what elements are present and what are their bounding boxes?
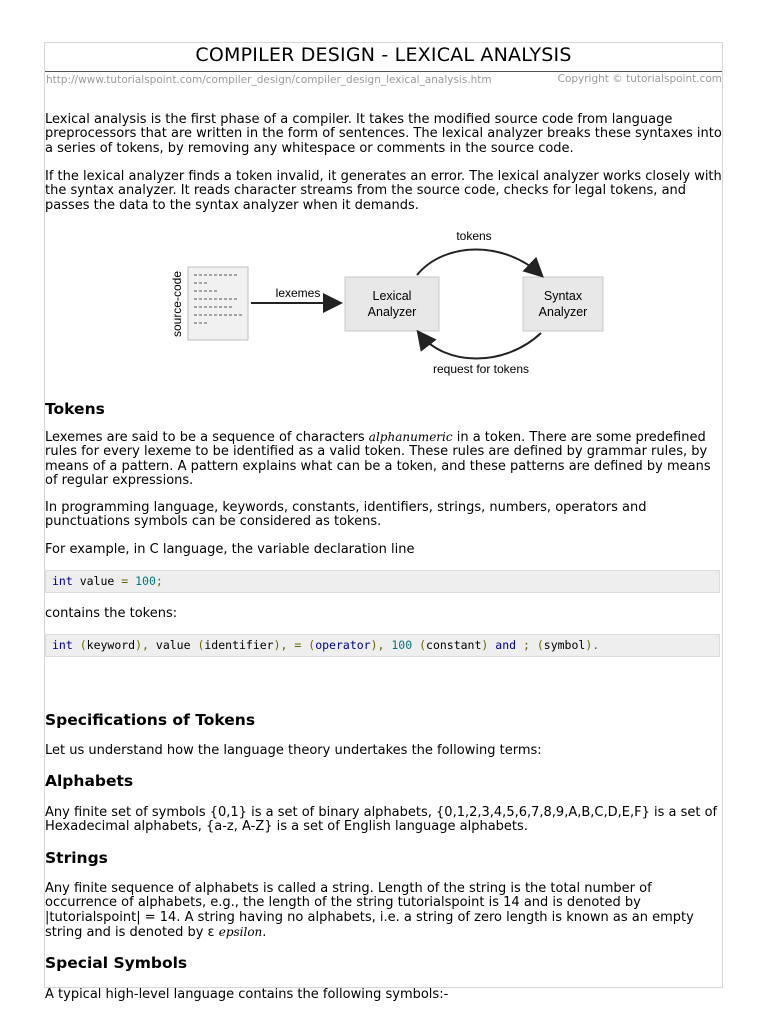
code-block-tokens <box>45 634 720 657</box>
intro-paragraph-2: If the lexical analyzer finds a token invalid, it generates an error. The lexical analyzer works closely with the syntax analyzer. It reads character streams from the source code, checks for legal tokens, and passes the data to the syntax analyzer when it demands. <box>45 169 722 213</box>
request-arrow <box>419 333 541 359</box>
url-bar <box>45 71 722 90</box>
paren: ). <box>585 638 600 652</box>
token-label-keyword: keyword <box>86 638 136 652</box>
token-100: 100 <box>391 638 413 652</box>
epsilon-term: epsilon <box>218 924 263 939</box>
tokens-heading: Tokens <box>45 400 105 418</box>
token-label-operator: operator <box>315 638 371 652</box>
alphanumeric-term: alphanumeric <box>368 430 453 444</box>
lexical-analyzer-box <box>345 277 439 331</box>
code-number: 100 <box>135 574 156 588</box>
syntax-analyzer-label-1: Syntax <box>543 289 583 303</box>
paren: ( <box>301 638 316 652</box>
paren: ( <box>72 638 87 652</box>
source-code-box <box>188 267 248 340</box>
tokens-p1-text-rest: in a token. There are some predefined rules for every lexeme to be identified as a valid token. These rules are defined by grammar rules, by means of a pattern. A pattern explains what can be a token, and these patterns are defined by means of regular expressions. <box>45 430 711 488</box>
lexical-analyzer-label-2: Analyzer <box>367 305 417 319</box>
token-equals: = <box>294 638 302 652</box>
token-value: value <box>155 638 191 652</box>
syntax-analyzer-box <box>523 277 603 331</box>
intro-paragraph-1: Lexical analysis is the first phase of a compiler. It takes the modified source code from language preprocessors that are written in the form of sentences. The lexical analyzer breaks these syntaxes into a series of tokens, by removing any whitespace or comments in the source code. <box>45 112 722 156</box>
tokens-paragraph-2: In programming language, keywords, constants, identifiers, strings, numbers, operators and punctuations symbols can be considered as tokens. <box>45 500 647 530</box>
syntax-analyzer-label-2: Analyzer <box>538 305 588 319</box>
paren: ( <box>190 638 205 652</box>
tokens-paragraph-1 <box>45 430 724 488</box>
tokens-label: tokens <box>456 229 492 243</box>
strings-text-end: . <box>262 924 267 940</box>
paren: ), <box>370 638 392 652</box>
specs-heading: Specifications of Tokens <box>45 711 256 729</box>
tokens-arrow <box>417 250 541 276</box>
strings-paragraph <box>45 882 724 940</box>
token-label-identifier: identifier <box>204 638 274 652</box>
alphabets-paragraph: Any finite set of symbols {0,1} is a set of binary alphabets, {0,1,2,3,4,5,6,7,8,9,A,B,C,D,E,F} is a set of Hexadecimal alphabets, {a-z, A-Z} is a set of English language alphabets. <box>45 805 718 835</box>
code-identifier: value <box>72 574 122 588</box>
page-frame <box>44 42 723 1002</box>
paren: ) <box>481 638 496 652</box>
token-and: and <box>495 638 517 652</box>
paren: ( <box>412 638 427 652</box>
token-semicolon: ; <box>516 638 530 652</box>
token-label-constant: constant <box>426 638 482 652</box>
specs-paragraph: Let us understand how the language theory undertakes the following terms: <box>45 743 542 758</box>
source-url-link[interactable]: http://www.tutorialspoint.com/compiler_design/compiler_design_lexical_analysis.htm <box>46 74 492 86</box>
paren: ), <box>135 638 156 652</box>
paren: ), <box>273 638 295 652</box>
code-semicolon: ; <box>155 574 163 588</box>
tokens-paragraph-3: For example, in C language, the variable declaration line <box>45 542 415 557</box>
lexemes-label: lexemes <box>275 286 321 300</box>
copyright-text: Copyright © tutorialspoint.com <box>557 73 722 85</box>
lexical-analysis-diagram <box>45 229 724 389</box>
special-symbols-paragraph: A typical high-level language contains the following symbols:- <box>45 987 449 1002</box>
token-label-symbol: symbol <box>543 638 586 652</box>
lexical-analyzer-label-1: Lexical <box>372 289 412 303</box>
tokens-paragraph-4: contains the tokens: <box>45 606 178 621</box>
special-symbols-heading: Special Symbols <box>45 954 188 972</box>
page-title: COMPILER DESIGN - LEXICAL ANALYSIS <box>195 44 572 66</box>
code-operator: = <box>121 574 129 588</box>
strings-text: Any finite sequence of alphabets is called a string. Length of the string is the total number of occurrence of alphabets, e.g., the length of the string tutorialspoint is 14 and is denoted by |tutorialspoint| = 14. A string having no alphabets, i.e. a string of zero length is known as an empty string and is denoted by ε <box>45 881 694 940</box>
code-block-declaration <box>45 570 720 593</box>
request-label: request for tokens <box>432 362 530 376</box>
tokens-p1-text: Lexemes are said to be a sequence of characters <box>45 430 369 445</box>
alphabets-heading: Alphabets <box>45 772 134 790</box>
paren: ( <box>529 638 544 652</box>
code-keyword: int <box>52 574 73 588</box>
token-int: int <box>52 638 73 652</box>
source-code-label: source-code <box>170 270 184 338</box>
strings-heading: Strings <box>45 849 108 867</box>
